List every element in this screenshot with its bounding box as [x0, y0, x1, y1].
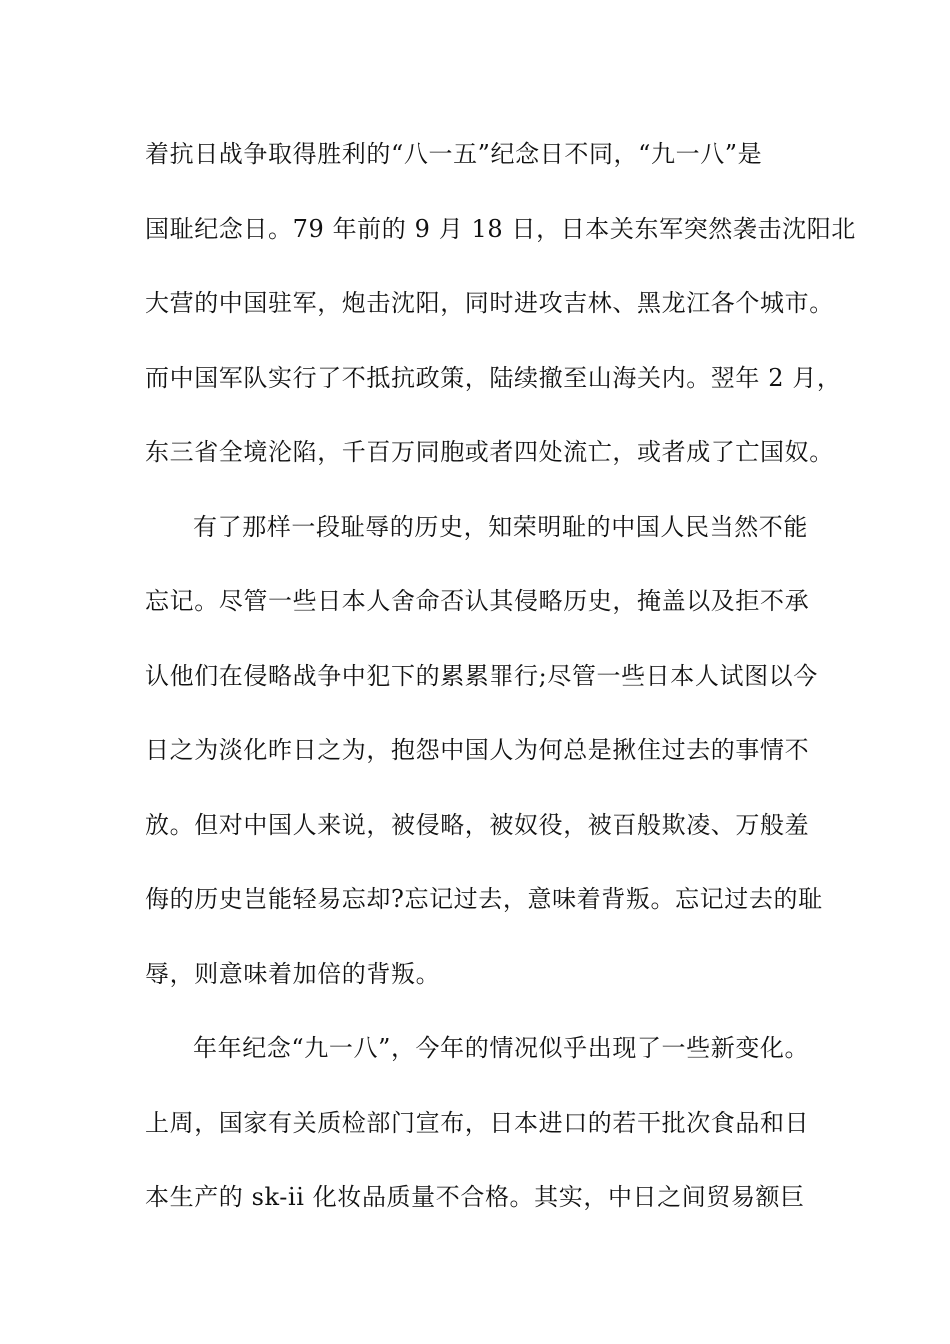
text-line: 上周，国家有关质检部门宣布，日本进口的若干批次食品和日: [145, 1109, 810, 1137]
text-line: 日之为淡化昨日之为，抱怨中国人为何总是揪住过去的事情不: [145, 736, 810, 764]
text-line: 辱，则意味着加倍的背叛。: [145, 960, 441, 988]
text-line: 本生产的 sk-ii 化妆品质量不合格。其实，中日之间贸易额巨: [145, 1183, 805, 1211]
text-line: 而中国军队实行了不抵抗政策，陆续撤至山海关内。翌年 2 月，: [145, 364, 842, 392]
text-line: 认他们在侵略战争中犯下的累累罪行;尽管一些日本人试图以今: [145, 662, 818, 690]
text-line: 忘记。尽管一些日本人舍命否认其侵略历史，掩盖以及拒不承: [145, 587, 810, 615]
paragraph-first-line: 年年纪念“九一八”，今年的情况似乎出现了一些新变化。: [193, 1034, 810, 1062]
text-line: 着抗日战争取得胜利的“八一五”纪念日不同，“九一八”是: [145, 140, 763, 168]
text-line: 国耻纪念日。79 年前的 9 月 18 日，日本关东军突然袭击沈阳北: [145, 215, 856, 243]
text-line: 放。但对中国人来说，被侵略，被奴役，被百般欺凌、万般羞: [145, 811, 810, 839]
text-line: 东三省全境沦陷，千百万同胞或者四处流亡，或者成了亡国奴。: [145, 438, 834, 466]
text-line: 侮的历史岂能轻易忘却?忘记过去，意味着背叛。忘记过去的耻: [145, 885, 823, 913]
paragraph-first-line: 有了那样一段耻辱的历史，知荣明耻的中国人民当然不能: [193, 513, 808, 541]
text-line: 大营的中国驻军，炮击沈阳，同时进攻吉林、黑龙江各个城市。: [145, 289, 834, 317]
